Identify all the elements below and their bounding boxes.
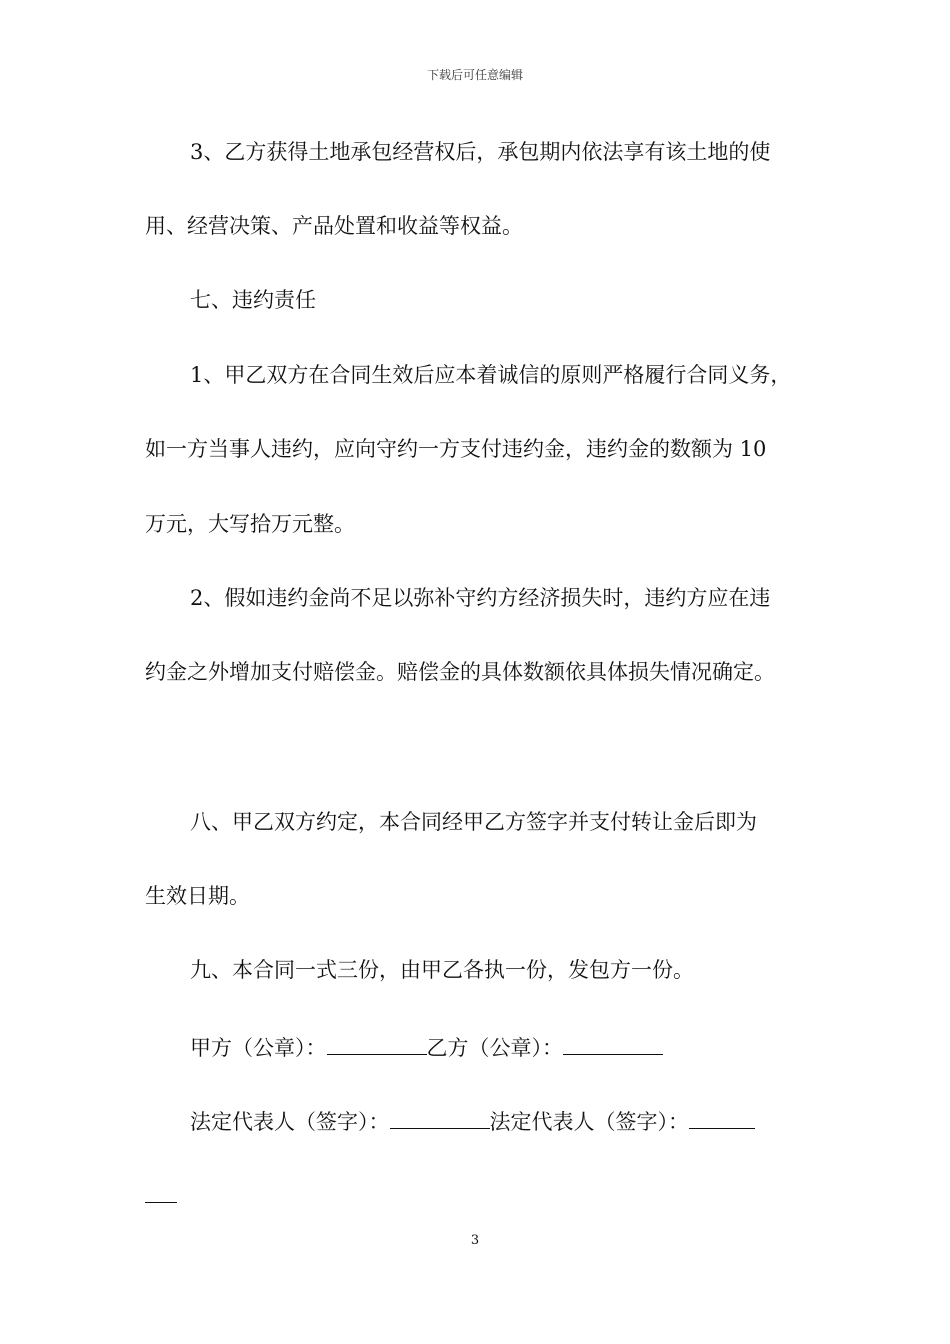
party-b-seal-label: 乙方（公章）： — [426, 1036, 563, 1060]
rep-a-label: 法定代表人（签字）： — [190, 1110, 390, 1134]
paragraph-line: 2、假如违约金尚不足以弥补守约方经济损失时，违约方应在违 — [190, 586, 771, 610]
paragraph-line: 1、甲乙双方在合同生效后应本着诚信的原则严格履行合同义务， — [190, 363, 792, 387]
paragraph-line: 用、经营决策、产品处置和收益等权益。 — [145, 214, 523, 238]
representative-signature-line — [190, 1108, 870, 1136]
rep-b-blank[interactable] — [689, 1108, 755, 1129]
paragraph-line: 九、本合同一式三份，由甲乙各执一份，发包方一份。 — [190, 958, 694, 982]
paragraph-line: 如一方当事人违约，应向守约一方支付违约金，违约金的数额为 10 — [145, 437, 767, 461]
section-heading: 七、违约责任 — [190, 288, 316, 312]
rep-b-label: 法定代表人（签字）： — [489, 1110, 689, 1134]
seal-signature-line — [190, 1034, 870, 1062]
rep-b-blank-continued[interactable] — [145, 1182, 825, 1210]
party-b-seal-blank[interactable] — [563, 1034, 663, 1055]
rep-a-blank[interactable] — [390, 1108, 490, 1129]
paragraph-line: 3、乙方获得土地承包经营权后，承包期内依法享有该土地的使 — [190, 140, 771, 164]
paragraph-line: 生效日期。 — [145, 884, 250, 908]
paragraph-line: 八、甲乙双方约定，本合同经甲乙方签字并支付转让金后即为 — [190, 810, 757, 834]
rep-b-blank-tail[interactable] — [145, 1182, 177, 1203]
paragraph-line: 约金之外增加支付赔偿金。赔偿金的具体数额依具体损失情况确定。 — [145, 660, 775, 684]
party-a-seal-label: 甲方（公章）： — [190, 1036, 327, 1060]
paragraph-line: 万元，大写拾万元整。 — [145, 512, 355, 536]
party-a-seal-blank[interactable] — [327, 1034, 427, 1055]
page-header: 下载后可任意编辑 — [426, 68, 523, 82]
page-number: 3 — [470, 1233, 480, 1248]
